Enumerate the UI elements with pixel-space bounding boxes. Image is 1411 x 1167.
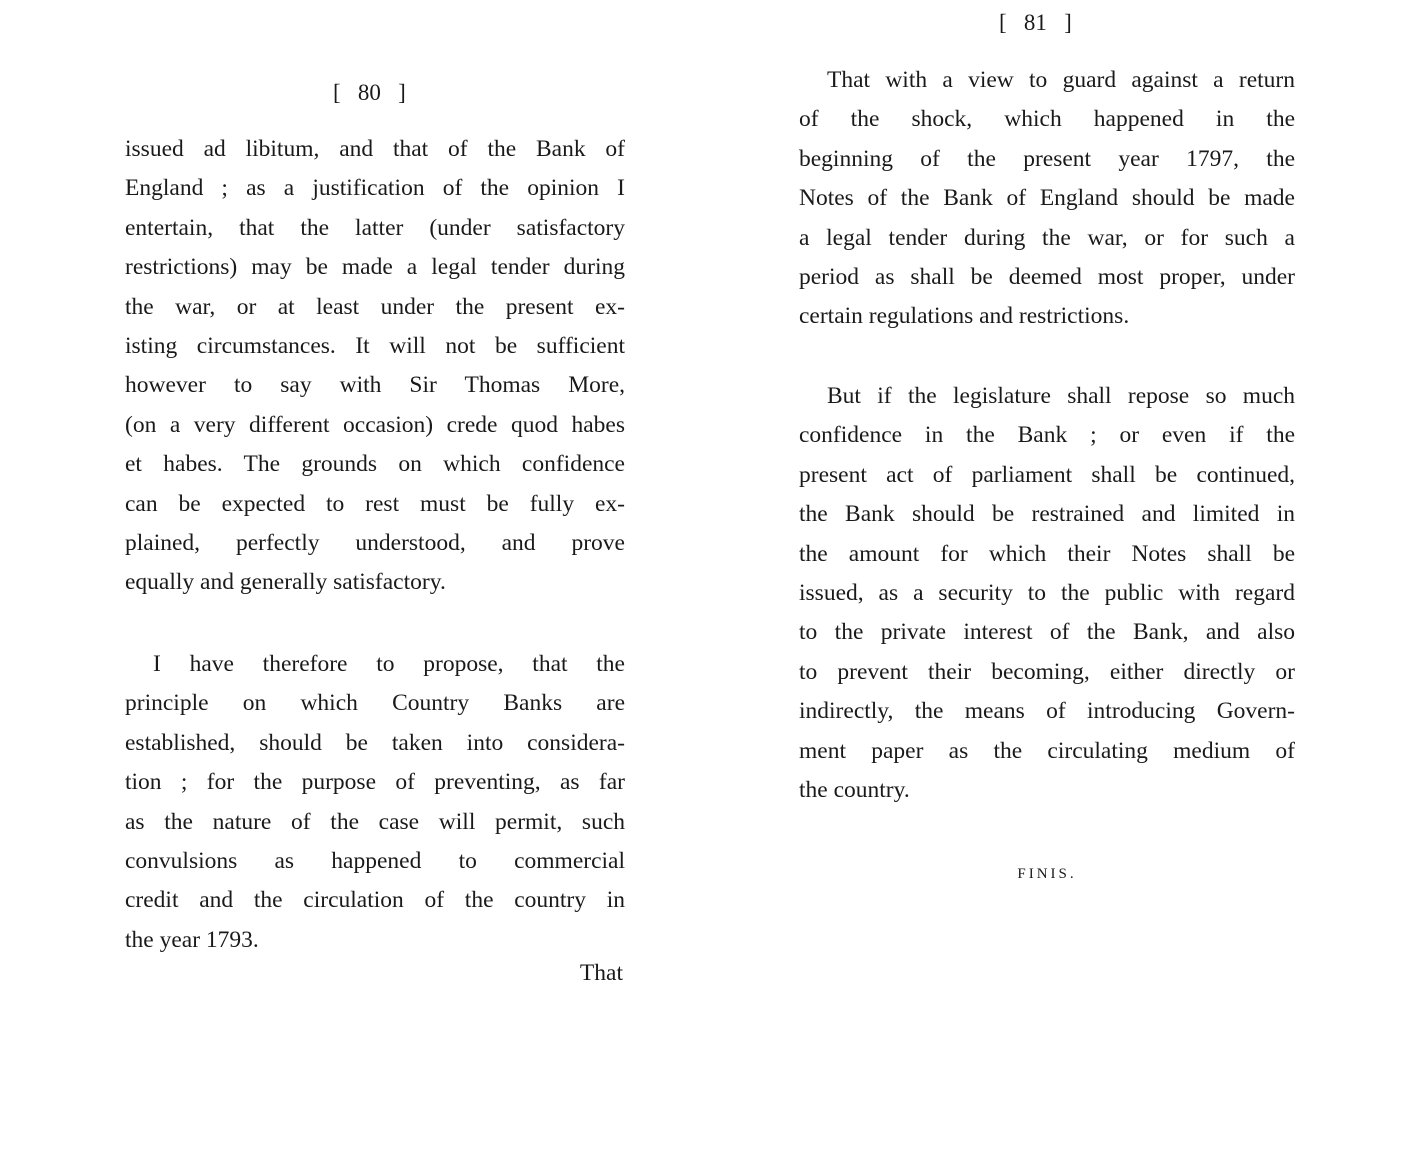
text-line: established, should be taken into considera-: [125, 729, 625, 756]
text-line: credit and the circulation of the country in: [125, 887, 625, 914]
text-line: I have therefore to propose, that the: [153, 651, 625, 677]
text-line: certain regulations and restrictions.: [799, 303, 1130, 330]
text-line: can be expected to rest must be fully ex-: [125, 490, 625, 517]
text-line: indirectly, the means of introducing Govern-: [799, 698, 1295, 725]
text-line: tion ; for the purpose of preventing, as far: [125, 769, 625, 796]
text-line: of the shock, which happened in the: [799, 106, 1295, 133]
text-line: the year 1793.: [125, 926, 259, 953]
text-line: to prevent their becoming, either directly or: [799, 658, 1295, 685]
text-line: present act of parliament shall be continued,: [799, 461, 1295, 488]
text-line: That with a view to guard against a return: [827, 67, 1295, 93]
text-line: period as shall be deemed most proper, under: [799, 263, 1295, 290]
catchword: That: [579, 960, 623, 986]
text-line: Notes of the Bank of England should be made: [799, 185, 1295, 212]
text-line: restrictions) may be made a legal tender during: [125, 254, 625, 281]
text-line: as the nature of the case will permit, such: [125, 808, 625, 835]
text-line: plained, perfectly understood, and prove: [125, 529, 625, 556]
page-number-left: [ 80 ]: [333, 80, 406, 105]
text-line: But if the legislature shall repose so much: [827, 383, 1295, 409]
text-line: confidence in the Bank ; or even if the: [799, 422, 1295, 449]
text-line: the war, or at least under the present ex-: [125, 293, 625, 320]
text-line: the amount for which their Notes shall be: [799, 540, 1295, 567]
right-paragraph-2: [799, 377, 1295, 810]
right-paragraph-1: [799, 61, 1295, 337]
text-line: (on a very different occasion) crede quod habes: [125, 411, 625, 438]
text-line: England ; as a justification of the opinion I: [125, 175, 625, 202]
text-line: a legal tender during the war, or for such a: [799, 224, 1295, 251]
left-paragraph-2: [125, 645, 625, 960]
text-line: ment paper as the circulating medium of: [799, 737, 1295, 764]
left-paragraph-1: [125, 130, 625, 603]
text-line: the Bank should be restrained and limited in: [799, 501, 1295, 528]
text-line: entertain, that the latter (under satisfactory: [125, 214, 625, 241]
text-line: principle on which Country Banks are: [125, 690, 625, 717]
text-line: issued ad libitum, and that of the Bank of: [125, 136, 625, 162]
finis-label: FINIS.: [1017, 866, 1077, 882]
text-line: beginning of the present year 1797, the: [799, 145, 1295, 172]
text-line: to the private interest of the Bank, and also: [799, 619, 1295, 646]
text-line: however to say with Sir Thomas More,: [125, 372, 625, 399]
text-line: equally and generally satisfactory.: [125, 569, 446, 596]
page-number-right: [ 81 ]: [999, 10, 1072, 35]
text-line: the country.: [799, 776, 910, 803]
text-line: issued, as a security to the public with regard: [799, 579, 1295, 606]
text-line: convulsions as happened to commercial: [125, 847, 625, 874]
text-line: isting circumstances. It will not be sufficient: [125, 332, 625, 359]
text-line: et habes. The grounds on which confidence: [125, 451, 625, 478]
